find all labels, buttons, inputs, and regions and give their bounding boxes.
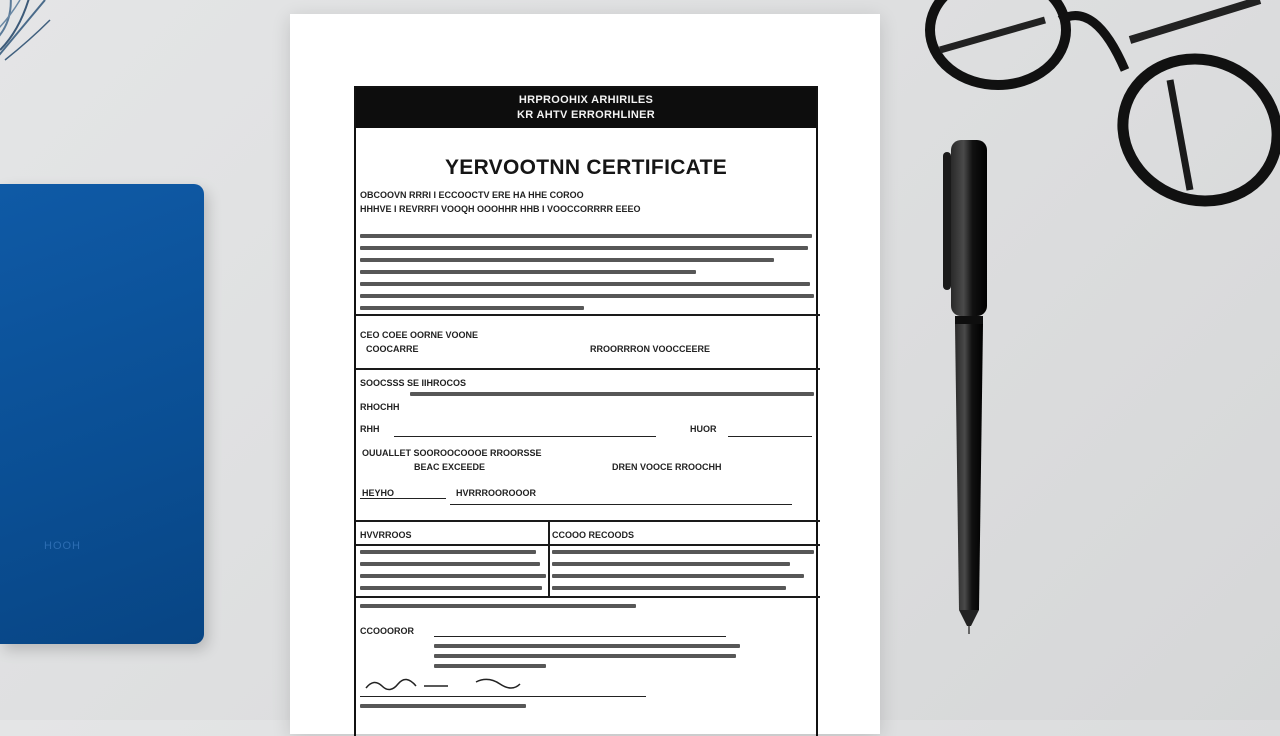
section3-text-bar bbox=[410, 392, 814, 396]
table-footnote-bar bbox=[360, 604, 636, 608]
certificate-title: YERVOOTNN CERTIFICATE bbox=[444, 156, 728, 179]
section3-sub: RHOCHH bbox=[360, 402, 400, 412]
date-label: HEYHO bbox=[362, 488, 395, 498]
signature-line-left-2: BEAC EXCEEDE bbox=[414, 462, 486, 472]
certificate-banner bbox=[356, 88, 816, 128]
plant-leaves bbox=[0, 0, 60, 70]
section2-right-value: RROORRRON VOOCCEERE bbox=[590, 344, 711, 354]
notebook-imprint: HOOH bbox=[44, 540, 81, 552]
field-a-line bbox=[394, 436, 656, 437]
table-right-header: CCOOO RECOODS bbox=[552, 530, 635, 540]
banner-line-1: HRPROOHIX ARHIRILES bbox=[518, 94, 654, 106]
signature-scribble bbox=[364, 674, 524, 694]
banner-line-2: KR AHTV ERRORHLINER bbox=[517, 109, 655, 121]
field-label-b: HUOR bbox=[690, 424, 717, 434]
blue-notebook bbox=[0, 184, 204, 644]
section2-left-label: CEO COEE OORNE VOONE bbox=[360, 330, 479, 340]
date-value: HVRRROOROOOR bbox=[456, 488, 537, 498]
reading-glasses bbox=[920, 0, 1280, 220]
field-label-a: RHH bbox=[360, 424, 380, 434]
section2-left-value: COOCARRE bbox=[366, 344, 419, 354]
footer-label: CCOOOROR bbox=[360, 626, 414, 636]
signature-line-left-1: OUUALLET SOOROOCOOOE RROORSSE bbox=[362, 448, 542, 458]
field-b-line bbox=[728, 436, 812, 437]
intro-line-1: OBCOOVN RRRI I ECCOOCTV ERE HA HHE COROO bbox=[360, 190, 584, 200]
section3-heading: SOOCSSS SE IIHROCOS bbox=[360, 378, 467, 388]
footer-final-bar bbox=[360, 704, 526, 708]
table-left-header: HVVRROOS bbox=[360, 530, 412, 540]
signature-line-right: DREN VOOCE RROOCHH bbox=[612, 462, 722, 472]
certificate-form bbox=[354, 86, 818, 736]
intro-line-2: HHHVE I REVRRFI VOOQH OOOHHR HHB I VOOCCORRRR EEEO bbox=[360, 204, 641, 214]
certificate-paper bbox=[290, 14, 880, 734]
